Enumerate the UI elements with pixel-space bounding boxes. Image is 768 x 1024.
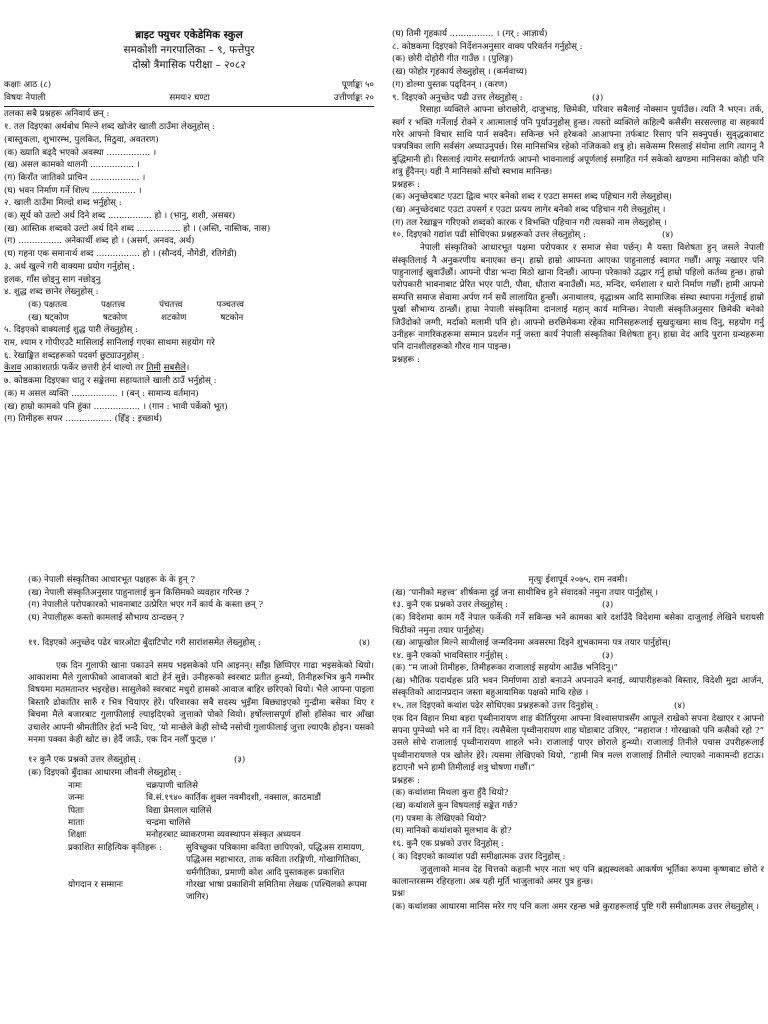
- bio-value: चन्द्रमा चालिसे: [146, 817, 191, 828]
- q5-title: ५. दिइएको वाक्यलाई शुद्ध पारी लेख्नुहोस् :: [4, 325, 138, 336]
- bio-key: योगदान र सम्मानः: [68, 880, 123, 891]
- q14-mark: (३): [602, 650, 614, 661]
- q15-mark: (४): [674, 700, 686, 711]
- bio-value: सुविच्छुका पत्रिकामा कविता छापिएको, पद्धिअस रामायण, पद्धिअस महाभारत, ताक कविता तरङ्गिणी, गोखागितिका, धर्मगीतिका, प्रमाणी कोश आदि पुस्तकहरू प्रकाशित: [186, 842, 365, 878]
- school-address: समकोशी नगरपालिका – ९, फत्तेपुर: [123, 44, 255, 56]
- q9-title: ९. दिइएको अनुच्छेद पढी उत्तर लेख्नुहोस् :: [392, 92, 523, 103]
- q13-mark: (३): [602, 600, 614, 611]
- school-name: ब्राइट फ्युचर एकेडेमिक स्कुल: [135, 29, 243, 41]
- q4-row: [4, 312, 374, 325]
- q16-question-label: प्रश्नः: [392, 889, 405, 900]
- q6-sentence: [4, 362, 374, 375]
- q9-mark: (३): [592, 92, 604, 103]
- q15-question: (ग) पत्रमा के लेखिएको थियो?: [392, 813, 487, 824]
- bio-row: [28, 879, 374, 904]
- q16-subtitle: ( क) दिइएको काव्यांश पढी समीक्षात्मक उत्तर दिनुहोस् :: [392, 851, 566, 862]
- bio-row: [28, 829, 374, 841]
- q6-underlined-word: सबसैले: [163, 363, 186, 374]
- full-marks: पूर्णाङ्कः ५०: [341, 80, 374, 90]
- q14-title-row: [392, 650, 764, 663]
- q1-title: १. तल दिइएका अर्थबोध मिल्ने शब्द खोजेर खाली ठाउँमा लेख्नुहोस् :: [4, 122, 215, 133]
- q10-questions-label: प्रश्नहरू :: [392, 354, 420, 365]
- q9-question: (ग) तल रेखाङ्कन गरिएको शब्दको कारक र विभक्ति पहिचान गरी त्यसको नाम लेख्नुहोस् ।: [392, 217, 667, 228]
- q11-title-row: [28, 637, 374, 650]
- q13-item: (क) विदेशमा काम गर्दै नेपाल फर्केकी गर्ने सकिन्छ भने कामका बारे दर्शाउँदै विदेशमा बसेका दाजुलाई लेखिने घरायसी चिठीको नमुना तयार पार्नुहोस्।: [392, 613, 764, 636]
- q6-text: छत्तरी हेर्न थाल्यो तर: [81, 363, 147, 374]
- subject-label: विषयः नेपाली: [4, 92, 46, 103]
- q10-question: (ग) नेपालीले परोपकारको भावनाबाट उत्प्रेरित भएर गर्ने कार्य के कस्ता छन् ?: [28, 600, 264, 611]
- q4-option: (क) पक्षतत्व: [28, 299, 68, 310]
- q4-option: षटकोन: [220, 312, 244, 323]
- q15-question: (घ) मानिको कथांशको मूलभाव के हो?: [392, 826, 512, 837]
- exam-title: दोस्रो त्रैमासिक परीक्षा – २०८२: [132, 59, 246, 71]
- q8-item: (ग) डोल्मा पुस्तक पढ्दिनन् । (करण): [392, 79, 508, 90]
- q12-title-row: [28, 754, 374, 767]
- q1-item: (ख) असल कामको थालनी ................ ।: [4, 160, 140, 171]
- q4-option: पंचतत्त्व: [159, 299, 183, 310]
- q6-title: ६. रेखाङ्कित शब्दहरूको पदवर्ग छुट्याउनुहोस् :: [4, 350, 145, 361]
- q9-questions-label: प्रश्नहरू :: [392, 179, 420, 190]
- bio-value: चक्रपाणी चालिसे: [146, 780, 198, 791]
- q10-question: (ख) नेपाली संस्कृतिअनुसार पाहुनालाई कुन किसिमको व्यवहार गरिन्छ ?: [28, 587, 250, 598]
- q2-item: (ग) ................ अनेकार्थी शब्द हो । (असर्ग, अनवद, अर्थ): [4, 236, 195, 247]
- q4-option: (ख) षट्कोण: [28, 312, 69, 323]
- bio-key: पिताः: [68, 805, 84, 816]
- q15-passage: एक दिन विहान मिथा बहरा पृथ्वीनारायण शाह कीर्तिपुरमा आफ्ना विश्वासपात्रसँग आफूले राखेको सपना देखाएर र आफ्नो सपना पुग्नेथ्यो भने वा गर्ने दिए। त्यसैबेला पृथ्वीनारायण शाह घोडाबाट उत्रिएर, “महाराज ! गोरखाको पनि कसैको रहो ?” उसले सोधे राजालाई पृथ्वीनारायण शाहले भने। राजालाई पाएर छोराले हुन्थ्यो। राजालाई तिनीले पचास उपरीहरूलाई पृथ्वीनारायणले पत्र खोलेर हेरें। त्यसमा लेखिएको थियो, “हामी मित्र मल्ल राजालाई तिमीले ल्याएको नाकामन्दी हटाऊ। हटाएनौ भने हामी तिमीलाई शत्रु घोषणा गर्छौं।”: [392, 713, 764, 774]
- q4-option: षटकोण: [102, 312, 128, 323]
- q3-words: हलक, गाँस छोड्नु साग नछोड्नु: [4, 274, 101, 285]
- bio-value: मनोहरबाट व्याकरणमा व्यवस्थापन संस्कृत अध्ययन: [146, 830, 301, 841]
- q7-item: (ख) हाम्रो कामको पनि हुंका ................. । (गान : भावी पर्केको भूत): [4, 401, 228, 412]
- q4-row: [4, 299, 374, 312]
- pass-marks: उत्तीर्णाङ्कः २०: [333, 92, 374, 103]
- q10-title: १०. दिइएको गद्यांश पढी सोधिएका प्रश्नहरूको उत्तर लेख्नुहोस् :: [392, 230, 586, 241]
- q1-options: (बास्तुकला, शुभारम्भ, पुलकित, मिठुवा, अवतरण): [4, 134, 159, 145]
- q6-text: ।: [185, 363, 190, 374]
- q16-question: (क) कथांशका आधारमा मानिस मरेर गए पनि कला अमर रहन्छ भन्ने कुराहरूलाई पुष्टि गरी समीक्षात्मक उत्तर लेख्नुहोस् ।: [392, 902, 760, 913]
- q8-item: (क) छोरी दोहोरी गीत गाउँछ । (पुलिङ्ग): [392, 54, 514, 65]
- q9-title-row: [392, 92, 764, 105]
- q4-title: ४. शुद्ध शब्द छानेर लेख्नुहोस् :: [4, 287, 99, 298]
- q15-question: (क) कथांशमा मिथला कुरा हुँदै थियो?: [392, 788, 509, 799]
- q3-title: ३. अर्थ खुल्ने गरी वाक्यमा प्रयोग गर्नुहोस् :: [4, 261, 136, 272]
- column-top-left: [4, 28, 374, 534]
- q4-option: शटकोण: [161, 312, 187, 323]
- q11-mark: (४): [358, 637, 370, 648]
- bio-key: नामः: [68, 780, 82, 791]
- bio-row: [28, 805, 374, 817]
- time-label: समयः२ घण्टा: [169, 92, 210, 103]
- bio-key: शिक्षाः: [68, 830, 87, 841]
- bio-value: वि.सं.१९४० कार्तिक शुक्ल नवमीदशी, नक्साल, काठमाडौं: [146, 793, 321, 804]
- q7-item: (क) म असल व्यक्ति ................. । (बन् : सामान्य वर्तमान): [4, 388, 199, 399]
- q11-title: ११. दिइएको अनुच्छेद पढेर चारओटा बुँदाटिपोट गरी सारांशसमेत लेख्नुहोस् :: [28, 637, 261, 648]
- q6-underlined-word: केशव: [4, 363, 22, 374]
- q10-mark: (४): [662, 230, 674, 241]
- q1-item: (ग) किराँत जातिको प्राचिन .................. ।: [4, 172, 146, 183]
- bio-key: प्रकाशित साहित्यिक कृतिहरू :: [68, 842, 162, 853]
- bio-value: गोरखा भाषा प्रकाशिनी समितिमा लेखक (पश्चिलको रूपमा जागिर): [186, 880, 367, 903]
- q2-item: (क) सूर्य को उल्टो अर्थ दिने शब्द ................ हो । (भानु, शशी, असबर): [4, 211, 236, 222]
- q16-title: १६. कुनै एक प्रश्नको उत्तर दिनुहोस् :: [392, 839, 504, 850]
- column-top-right: [392, 28, 764, 498]
- q7-title: ७. कोष्ठकमा दिइएका धातु र सङ्केतमा सहायताले खाली ठाउँ भर्नुहोस् :: [4, 376, 217, 387]
- bio-death: मृत्युः ईशापूर्व २०७५, राम नवमी।: [528, 575, 628, 585]
- meta-row-1: [4, 79, 374, 92]
- q13-item: (ख) आफूखोल मिल्ने साथीलाई जन्मदिनमा अवसरमा दिइने शुभकामना पत्र तयार पार्नुहोस्।: [392, 637, 671, 648]
- instruction: तलका सबै प्रश्नहरू अनिवार्य छन् :: [4, 109, 110, 120]
- q13-title: १३. कुनै एक प्रश्नको उत्तर लेख्नुहोस् :: [392, 600, 508, 611]
- bio-row: [28, 842, 374, 879]
- bio-key: जन्मः: [68, 793, 84, 804]
- bio-value: विद्या प्रेमलाल चालिसे: [146, 805, 212, 816]
- q6-text: आकाशतर्फ़ फर्केर: [21, 363, 82, 374]
- q12-alt-question: (ख) ‘पानीको महत्त्व’ शीर्षकमा दुई जना साथीबिच हुने संवादको नमुना तयार पार्नुहोस् ।: [392, 587, 658, 598]
- q10-question: (घ) नेपालीहरू कस्तो कामलाई सौभाग्य ठान्दछन् ?: [28, 613, 185, 624]
- q2-item: (घ) गहना एक समानार्थ शब्द ................ हो । (सौन्दर्य, नौगेडी, रतिगेडी): [4, 249, 237, 260]
- q14-title: १४. कुनै एकको भावविस्तार गर्नुहोस् :: [392, 650, 509, 661]
- bio-key: माताः: [68, 817, 85, 828]
- q1-item: (घ) भवन निर्माण गर्ने शिल्प ................ ।: [4, 185, 142, 196]
- q15-title: १५. तल दिइएको कथांश पढेर सोधिएका प्रश्नहरूको उत्तर दिनुहोस् :: [392, 700, 599, 711]
- q5-text: राम, श्याम र गोपीएउटै मासिलाई सानिलाई गएका साथमा सहयोग गरे: [4, 338, 215, 349]
- q4-option: पक्षतत्त्व: [101, 299, 126, 310]
- q10-question: (क) नेपाली संस्कृतिका आधारभूत पक्षहरू के के हुन् ?: [28, 575, 195, 585]
- q15-question: (ख) कथांशले कुन विषयलाई सङ्केत गर्छ?: [392, 800, 518, 811]
- q14-item: (क) “म जाओ तिमीहरू, तिमीहरूका राजालाई सहयोग आउँछ भनिदिनू।”: [392, 663, 618, 674]
- q11-passage: एक दिन गुलाफी खाना पकाउने समय भइसकेको पनि आइनन्। साँझ छिप्पिएर गाढा भइसकेको थियो। आकाशमा मैले गुलाफीको आवाजको बाटो हेर्न सुन्ने। उनीहरूको स्वरबाट प्रतीत हुन्थ्यो, तिनीहरूभित्र कुनै गम्भीर विषयमा मतमतान्तर भइरहेछ। सासुलेको स्वरबाट मधुरो हासको आवाज बाहिर छरिएको थियो। भैले आफ्ना पाइला बिस्तारै ढोकातिर सारुँ र भित्र चियाएर हेरें। परिवारका सबै सदस्य भुइँमा बिछ्याइएको गुन्द्रीमा बसेका थिए र बिचमा मैले बजारबाट गुलाफीलाई ल्याइदिएको जुत्ताको पोको थियो। हर्षोल्लासपूर्ण हाँसो हाँसेका चार आँखा उचालेर आफ्नी श्रीमतीतिर हेर्दा भन्दै थिए, ‘यो मान्छेले केही सोच्दै नसोची गुलाफीलाई जुत्ता ल्याएकै होइन। यसको मनमा पक्का केही खोट छ। हेर्दै जाऊँ, एक दिन नलौँ फुट्छ ।’: [28, 660, 374, 745]
- q15-questions-label: प्रश्नहरू :: [392, 775, 420, 786]
- q8-title: ८. कोष्ठकमा दिइएको निर्देशनअनुसार वाक्य परिवर्तन गर्नुहोस् :: [392, 41, 583, 52]
- q9-question: (ख) अनुच्छेदबाट एउटा उपसर्ग र एउटा प्रत्यय लागेर बनेको शब्द पहिचान गरी लेख्नुहोस् ।: [392, 205, 666, 216]
- column-bottom-right: [392, 574, 764, 1020]
- q12-mark: (३): [234, 755, 246, 766]
- q9-passage: रिसाहा व्यक्तिले आफ्ना छोराछोरी, दाजुभाइ, छिमेकी, परिवार सबैलाई नोक्सान पुर्याउँछ। त्यति नै भएन। तर्क, स्वर्ग र भक्ति गर्नेलाई रोक्ने र आत्मालाई पनि पुर्याउनुहोस् हुन्छ। त्यस्तो व्यक्तिले कहिल्यै कसैसँग सरसल्लाह वा सहकार्य गरेर आफ्नो विचार साथि पार्न सक्दैन। सकिन्छ भने हरेकको आआफ्ना तर्फबाट रिसाए पनि सक्नुपर्छ। सुवृद्धकाबाट पत्रपत्रिका लागि सर्वसंग अघ्याउनुपर्छ। रिस मानिसभित्र रहेको नजिकको शत्रु हो। सकेसम्म रिसलाई संयोमा लागि त्यागनु नै बुद्धिमानी हो। रिसलाई त्यागेर सद्मार्गतर्फ आफ्नो भावनालाई अपूर्णलाई समाहित गर्न सकेको खण्डमा मानिसका कोही पनि शत्रु हुँदैनन्। यही नै मानिसको साँचो स्वभाव मानिन्छ।: [392, 105, 764, 178]
- q12-subtitle: (क) दिइएको बुँदाका आधारमा जीवनी लेख्नुहोस् :: [28, 768, 182, 779]
- q16-passage: जुजुलाको मानव देह चित्तको कहानी भएर नाता भए पनि ब्रह्मस्थलको आकर्षण भूर्तिका रूपमा कृष्णबाट छोरो र कालान्तरसम्म रहिरहला। अब यही मूर्ति भाजुलाको अमर पुत्र हुन्छ।: [392, 864, 764, 887]
- divider: [4, 106, 374, 107]
- q4-option: पञ्चतत्त्व: [216, 299, 244, 310]
- q14-item: (ख) भौतिक पदार्थहरू प्रति भवन निर्माणमा ठाडो बनाउने अपनाउने बनाई, व्यापारीहरूको बिस्तार, विदेशी मुद्रा आर्जन, संस्कृतिको आदानप्रदान जस्ता बहुआयामिक पक्षको माथि रहेछ ।: [392, 676, 764, 699]
- q2-item: (ख) आस्तिक शब्दको उल्टो अर्थ दिने शब्द ................ हो । (अस्ति, नास्तिक, नास): [4, 223, 271, 234]
- q8-item: (ख) फोहोर गृहकार्य लेख्नुहोस् । (कर्मवाच्य): [392, 67, 528, 78]
- column-bottom-left: [28, 574, 374, 1020]
- bio-row: [28, 780, 374, 792]
- q2-title: २. खाली ठाउँमा मिल्दो शब्द भर्नुहोस् :: [4, 198, 122, 209]
- meta-row-2: [4, 92, 374, 105]
- bio-row: [28, 792, 374, 804]
- q6-underlined-word: तिमी: [146, 363, 161, 374]
- q13-title-row: [392, 599, 764, 612]
- bio-row: [28, 817, 374, 829]
- q12-title: १२ कुनै एक प्रश्नको उत्तर लेख्नुहोस् :: [28, 755, 142, 766]
- q10-passage: नेपाली संस्कृतिको आधारभूत पक्षमा परोपकार र समाज सेवा पर्छन्। मै यस्ता विशेषता हुन् जसले नेपाली संस्कृतिलाई नै अनुकरणीय बनाएका छन्। हाम्रो हाम्रो आफ्नता आएका पाहुनालाई स्वागत गर्छौं। आफू नखाएर पनि पाहुनालाई खुवाउँछौं। आफ्नो पीडा भन्दा मिठो खाना दिन्छौं। आफ्ना परेकाको उद्धार गर्नु हाम्रो पहिलो कर्तव्य हुन्छ। हाम्रो परोपकारी भावनाबाट प्रेरित भएर पाटी, पौवा, धौतारा बनाउँछौं। मठ, मन्दिर, धर्मशाला र धारो निर्माण गर्छौं। हामी आफ्नो सम्पत्ति समाज सेवामा अर्पण गर्न सधैं लालायित हुन्छौं। अनाथालय, वृद्धाश्रम आदि सामाजिक संस्था स्थापना गर्नुलाई हाम्रो पुर्खा सौभाग्य ठान्छौं। हाम्रा नेपाली संस्कृतिमा दानलाई महान् कार्य मानिन्छ। नेपाली संस्कृतिअनुसार छिमेकी बनेको जिउँदोको जग्गी, मर्दाको मलामी पनि हो। आफ्नो छरछिमेकमा रहेका मानिसहरूलाई सुखदुःखमा साथ दिनु, सहयोग गर्नु उनीहरू नागरिकहरूमा सम्मान प्रदर्शन गर्नु जस्ता कार्य नेपाली संस्कृतिका विशेषता हुन्। हाम्रा वेद आदि पुराना ग्रन्थहरूमा पनि दानशीलहरूको गौरव गान पाइन्छ।: [392, 243, 764, 353]
- q7-item: (ग) तिमीहरू सफर ................. (हिँड् : इच्छार्थ): [4, 414, 163, 425]
- class-label: कक्षाः आठ (८): [4, 80, 52, 90]
- q10-title-row: [392, 229, 764, 242]
- q15-title-row: [392, 700, 764, 713]
- q7-item: (घ) तिमी गृहकार्य ................ । (गर् : आज्ञार्थ): [392, 29, 548, 39]
- q9-question: (क) अनुच्छेदबाट एउटा द्वित्व भएर बनेको शब्द र एउटा समस्त शब्द पहिचान गरी लेख्नुहोस्।: [392, 192, 672, 203]
- q1-item: (क) ख्याति बढ्दै भएको अवस्था ................ ।: [4, 147, 157, 158]
